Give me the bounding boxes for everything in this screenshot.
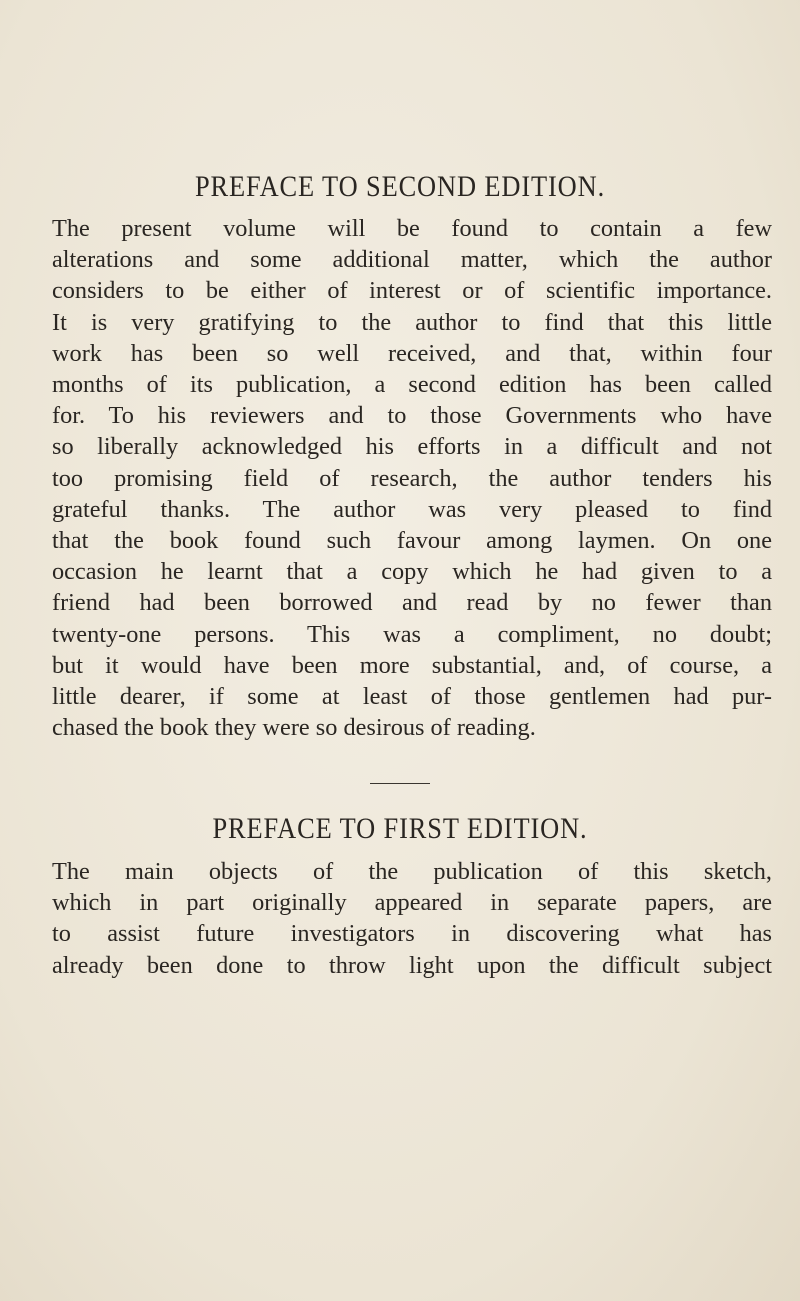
text-line: little dearer, if some at least of those gentlemen had pur-: [52, 683, 772, 711]
text-line: but it would have been more substantial, and, of course, a: [52, 651, 772, 679]
text-line: twenty-one persons. This was a compliment, no doubt;: [52, 620, 772, 648]
section-divider: [370, 783, 430, 784]
preface-second-edition-heading: PREFACE TO SECOND EDITION.: [194, 170, 606, 203]
text-line: friend had been borrowed and read by no fewer than: [52, 589, 772, 617]
text-line: months of its publication, a second edition has been called: [52, 371, 772, 399]
text-line: for. To his reviewers and to those Governments who have: [52, 402, 772, 430]
text-line: It is very gratifying to the author to find that this little: [52, 308, 772, 336]
text-line: so liberally acknowledged his efforts in a difficult and not: [52, 433, 772, 461]
text-line: too promising field of research, the author tenders his: [52, 464, 772, 492]
text-line: to assist future investigators in discovering what has: [52, 920, 772, 948]
text-line: chased the book they were so desirous of reading.: [52, 714, 536, 742]
text-line: work has been so well received, and that, within four: [52, 339, 772, 367]
text-line: already been done to throw light upon the difficult subject: [52, 951, 772, 979]
preface-first-edition-text: [52, 856, 772, 981]
text-line: The main objects of the publication of this sketch,: [52, 858, 772, 885]
text-line: that the book found such favour among laymen. On one: [52, 527, 772, 555]
preface-second-edition-text: [52, 213, 772, 743]
preface-first-edition-heading: PREFACE TO FIRST EDITION.: [212, 812, 588, 845]
text-line: The present volume will be found to contain a few: [52, 215, 772, 242]
text-line: which in part originally appeared in separate papers, are: [52, 889, 772, 917]
text-line: occasion he learnt that a copy which he had given to a: [52, 558, 772, 586]
text-line: considers to be either of interest or of scientific importance.: [52, 277, 772, 305]
text-line: alterations and some additional matter, which the author: [52, 246, 772, 274]
text-line: grateful thanks. The author was very pleased to find: [52, 495, 772, 523]
